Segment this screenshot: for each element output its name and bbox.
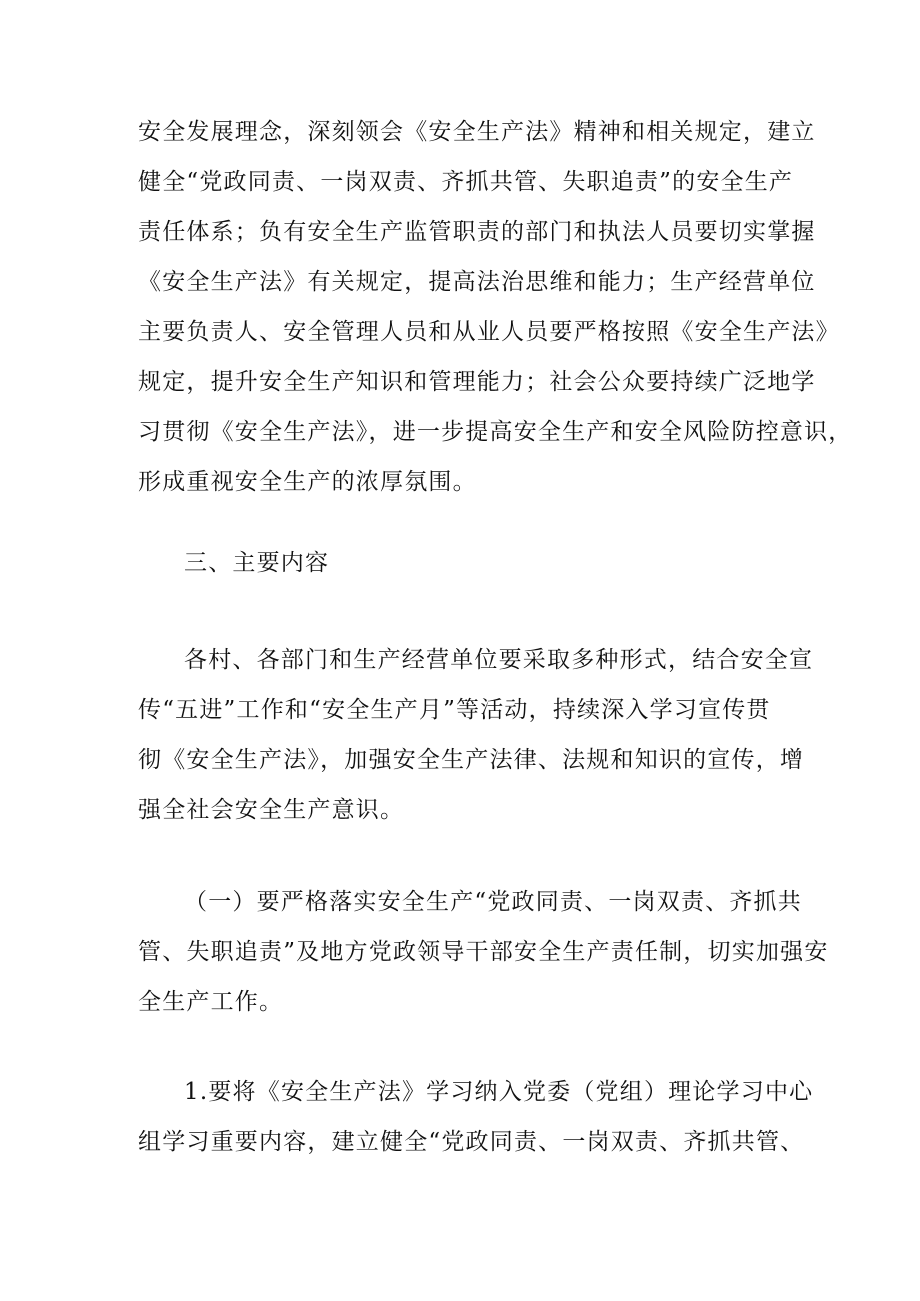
text-line: 安全发展理念，深刻领会《安全生产法》精神和相关规定，建立: [138, 119, 816, 145]
text-line: 健全“党政同责、一岗双责、齐抓共管、失职追责”的安全生产: [138, 169, 794, 195]
body-paragraph-2: [138, 635, 814, 835]
text-line: （一）要严格落实安全生产“党政同责、一岗双责、齐抓共: [184, 889, 802, 915]
text-line: 全生产工作。: [138, 989, 284, 1015]
text-line: 彻《安全生产法》，加强安全生产法律、法规和知识的宣传，增: [138, 747, 805, 773]
text-line: 规定，提升安全生产知识和管理能力；社会公众要持续广泛地学: [138, 369, 816, 395]
section-heading: 三、主要内容: [184, 550, 330, 576]
text-line: 主要负责人、安全管理人员和从业人员要严格按照《安全生产法》: [138, 319, 840, 345]
text-line: 各村、各部门和生产经营单位要采取多种形式，结合安全宣: [184, 647, 814, 673]
text-line: 1.要将《安全生产法》学习纳入党委（党组）理论学习中心: [184, 1079, 814, 1105]
text-line: 习贯彻《安全生产法》，进一步提高安全生产和安全风险防控意识，: [138, 419, 853, 445]
text-line: 责任体系；负有安全生产监管职责的部门和执法人员要切实掌握: [138, 219, 816, 245]
text-line: 形成重视安全生产的浓厚氛围。: [138, 469, 477, 495]
text-line: 管、失职追责”及地方党政领导干部安全生产责任制，切实加强安: [138, 939, 829, 965]
body-paragraph-1: [138, 107, 853, 507]
text-line: 传“五进”工作和“安全生产月”等活动，持续深入学习宣传贯: [138, 697, 771, 723]
text-line: 《安全生产法》有关规定，提高法治思维和能力；生产经营单位: [138, 269, 816, 295]
body-paragraph-4: [138, 1067, 814, 1167]
text-line: 强全社会安全生产意识。: [138, 797, 405, 823]
text-line: 组学习重要内容，建立健全“党政同责、一岗双责、齐抓共管、: [138, 1129, 805, 1155]
body-paragraph-3: [138, 877, 829, 1027]
